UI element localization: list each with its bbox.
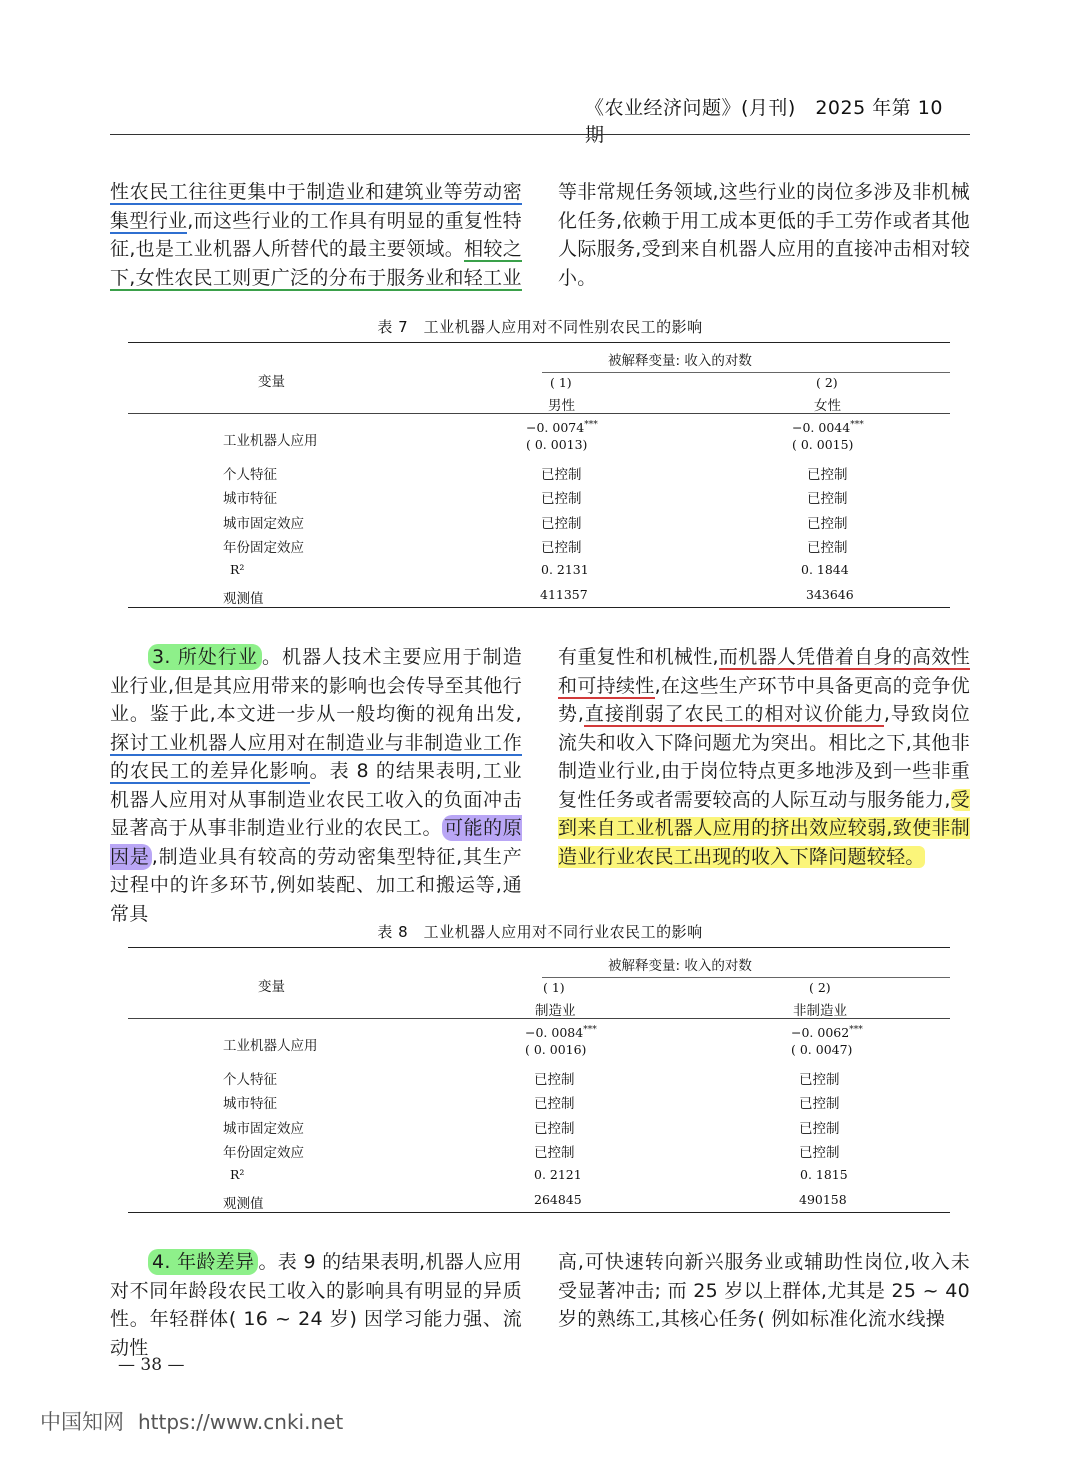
table8-col2-num: ( 2): [809, 980, 831, 995]
table8-col2-name: 非制造业: [793, 1003, 847, 1019]
watermark-brand: 中国知网: [40, 1410, 124, 1434]
table7-mid-rule: [128, 413, 950, 414]
top-left-column: [110, 178, 522, 292]
heading-industry: 3. 所处行业: [148, 644, 262, 670]
table8-cell: 已控制: [534, 1121, 575, 1137]
table8-cell: 264845: [534, 1192, 582, 1207]
heading-age: 4. 年龄差异: [148, 1249, 258, 1275]
table8-cell: 0. 1815: [800, 1167, 848, 1182]
table7-cell: 0. 2131: [541, 562, 589, 577]
text-span: 有重复性和机械性,: [558, 646, 719, 668]
table7-row-label: 工业机器人应用: [223, 433, 318, 449]
table7-col1-name: 男性: [548, 398, 575, 414]
mid-left-column: [110, 643, 522, 928]
cnki-watermark: [40, 1406, 343, 1436]
bottom-right-column: [558, 1248, 970, 1334]
watermark-url: https://www.cnki.net: [138, 1410, 344, 1434]
table7-dep-header: 被解释变量: 收入的对数: [608, 353, 752, 369]
table8: [128, 947, 950, 1213]
mid-right-column: [558, 643, 970, 871]
underline-span-bargaining-power: 直接削弱了农民工的相对议价能力: [584, 703, 884, 725]
table8-row-label: 城市特征: [223, 1096, 277, 1112]
table8-top-rule: [128, 947, 950, 948]
table8-cell: 490158: [799, 1192, 847, 1207]
table7-cell: 已控制: [541, 491, 582, 507]
header-rule: [110, 134, 970, 135]
table7-row-label: 个人特征: [223, 467, 277, 483]
table8-row-label: 个人特征: [223, 1072, 277, 1088]
table8-cell: 已控制: [534, 1096, 575, 1112]
table7-coef: −0. 0044***: [792, 420, 864, 436]
table8-cell: 已控制: [799, 1121, 840, 1137]
text-span: 。机器人技术主要应用于制造业行业,但是其应用带来的影响也会传导至其他行业。鉴于此,本文进一步从一般均衡的视角出发,: [110, 646, 522, 725]
table7-col2-num: ( 2): [816, 375, 838, 390]
table7-row-label: 城市固定效应: [223, 516, 304, 532]
table7-cell: 已控制: [807, 540, 848, 556]
table7-var-header: 变量: [258, 374, 285, 390]
table7-row-label: 观测值: [223, 591, 264, 607]
text-span: 。表 8 的结果表明,工业机器人应用对从事制造业农民工收入的负面冲击显著高于从事非制造业行业的农民工。: [110, 760, 522, 839]
text-span: ,而这些行业的工作具有明显的重复性特征,也是工业机器人所替代的最主要领域。: [110, 209, 522, 260]
page-number: — 38 —: [118, 1355, 185, 1375]
table7-se: ( 0. 0013): [526, 437, 588, 452]
table7-coef: −0. 0074***: [526, 420, 598, 436]
underline-span-differential-impact: 探讨工业机器人应用对在制造业与非制造业工作的农民工的差异化影响: [110, 731, 522, 782]
table7-cell: 已控制: [541, 540, 582, 556]
table7-row-label: R²: [230, 562, 245, 577]
table8-cell: 已控制: [799, 1072, 840, 1088]
table8-cell: 已控制: [799, 1145, 840, 1161]
mid-left-paragraph: [110, 643, 522, 928]
table8-se: ( 0. 0016): [525, 1042, 587, 1057]
table8-cell: 已控制: [799, 1096, 840, 1112]
text-span: ,在这些生产环节中具备更高的竞争优势,: [558, 674, 970, 725]
table7-cell: 已控制: [541, 467, 582, 483]
table8-mid-rule: [128, 1018, 950, 1019]
text-span: 。表 9 的结果表明,机器人应用对不同年龄段农民工收入的影响具有明显的异质性。年轻群体( 16 ~ 24 岁) 因学习能力强、流动性: [110, 1251, 522, 1359]
table8-row-label: 观测值: [223, 1196, 264, 1212]
table8-row-label: 年份固定效应: [223, 1145, 304, 1161]
table7-col1-num: ( 1): [550, 375, 572, 390]
table8-dep-header: 被解释变量: 收入的对数: [608, 958, 752, 974]
highlight-crowding-out: 受到来自工业机器人应用的挤出效应较弱,致使非制造业行业农民工出现的收入下降问题较轻。: [558, 788, 970, 868]
table7-cell: 411357: [540, 587, 588, 602]
underline-span-female-industries: 相较之下,女性农民工则更广泛的分布于服务业和轻工业: [110, 238, 522, 289]
table8-var-header: 变量: [258, 979, 285, 995]
table8-se: ( 0. 0047): [791, 1042, 853, 1057]
table8-col1-num: ( 1): [543, 980, 565, 995]
table8-cell: 0. 2121: [534, 1167, 582, 1182]
table8-sub-rule: [542, 977, 950, 978]
table7-row-label: 城市特征: [223, 491, 277, 507]
top-right-paragraph: 等非常规任务领域,这些行业的岗位多涉及非机械化任务,依赖于用工成本更低的手工劳作或者其他人际服务,受到来自机器人应用的直接冲击相对较小。: [558, 181, 970, 289]
bottom-right-paragraph: 高,可快速转向新兴服务业或辅助性岗位,收入未受显著冲击; 而 25 岁以上群体,尤其是 25 ~ 40 岁的熟练工,其核心任务( 例如标准化流水线操: [558, 1251, 970, 1330]
text-span: ,制造业具有较高的劳动密集型特征,其生产过程中的许多环节,例如装配、加工和搬运等,通常具: [110, 845, 522, 925]
top-right-column: [558, 178, 970, 292]
top-left-paragraph: [110, 178, 522, 292]
table8-coef: −0. 0062***: [791, 1025, 863, 1041]
table7-cell: 0. 1844: [801, 562, 849, 577]
underline-span-robot-efficiency: 而机器人凭借着自身的高效性和可持续性: [558, 646, 970, 697]
table7-sub-rule: [542, 372, 950, 373]
table8-coef: −0. 0084***: [525, 1025, 597, 1041]
table8-row-label: 工业机器人应用: [223, 1038, 318, 1054]
mid-right-paragraph: [558, 643, 970, 871]
bottom-left-column: [110, 1248, 522, 1362]
table7-cell: 已控制: [541, 516, 582, 532]
table7-se: ( 0. 0015): [792, 437, 854, 452]
table7-bottom-rule: [128, 607, 950, 608]
highlight-possible-reason: 可能的原因是: [110, 817, 522, 868]
table8-title: 表 8 工业机器人应用对不同行业农民工的影响: [377, 923, 703, 941]
underline-span-male-industries: 性农民工往往更集中于制造业和建筑业等劳动密集型行业: [110, 181, 522, 232]
bottom-left-paragraph: [110, 1248, 522, 1362]
text-span: ,导致岗位流失和收入下降问题尤为突出。相比之下,其他非制造业行业,由于岗位特点更多地涉及到一些非重复性任务或者需要较高的人际互动与服务能力,: [558, 703, 970, 811]
table7-col2-name: 女性: [814, 398, 841, 414]
table7-cell: 343646: [806, 587, 854, 602]
table7-title: 表 7 工业机器人应用对不同性别农民工的影响: [377, 318, 703, 336]
table8-row-label: R²: [230, 1167, 245, 1182]
table8-row-label: 城市固定效应: [223, 1121, 304, 1137]
table8-cell: 已控制: [534, 1072, 575, 1088]
table7-top-rule: [128, 342, 950, 343]
table7-cell: 已控制: [807, 516, 848, 532]
table8-col1-name: 制造业: [535, 1003, 576, 1019]
table8-bottom-rule: [128, 1212, 950, 1213]
journal-header: 《农业经济问题》(月刊) 2025 年第 10 期: [585, 97, 943, 146]
table7-cell: 已控制: [807, 467, 848, 483]
table7-row-label: 年份固定效应: [223, 540, 304, 556]
table7-cell: 已控制: [807, 491, 848, 507]
table7: [128, 342, 950, 608]
table8-cell: 已控制: [534, 1145, 575, 1161]
